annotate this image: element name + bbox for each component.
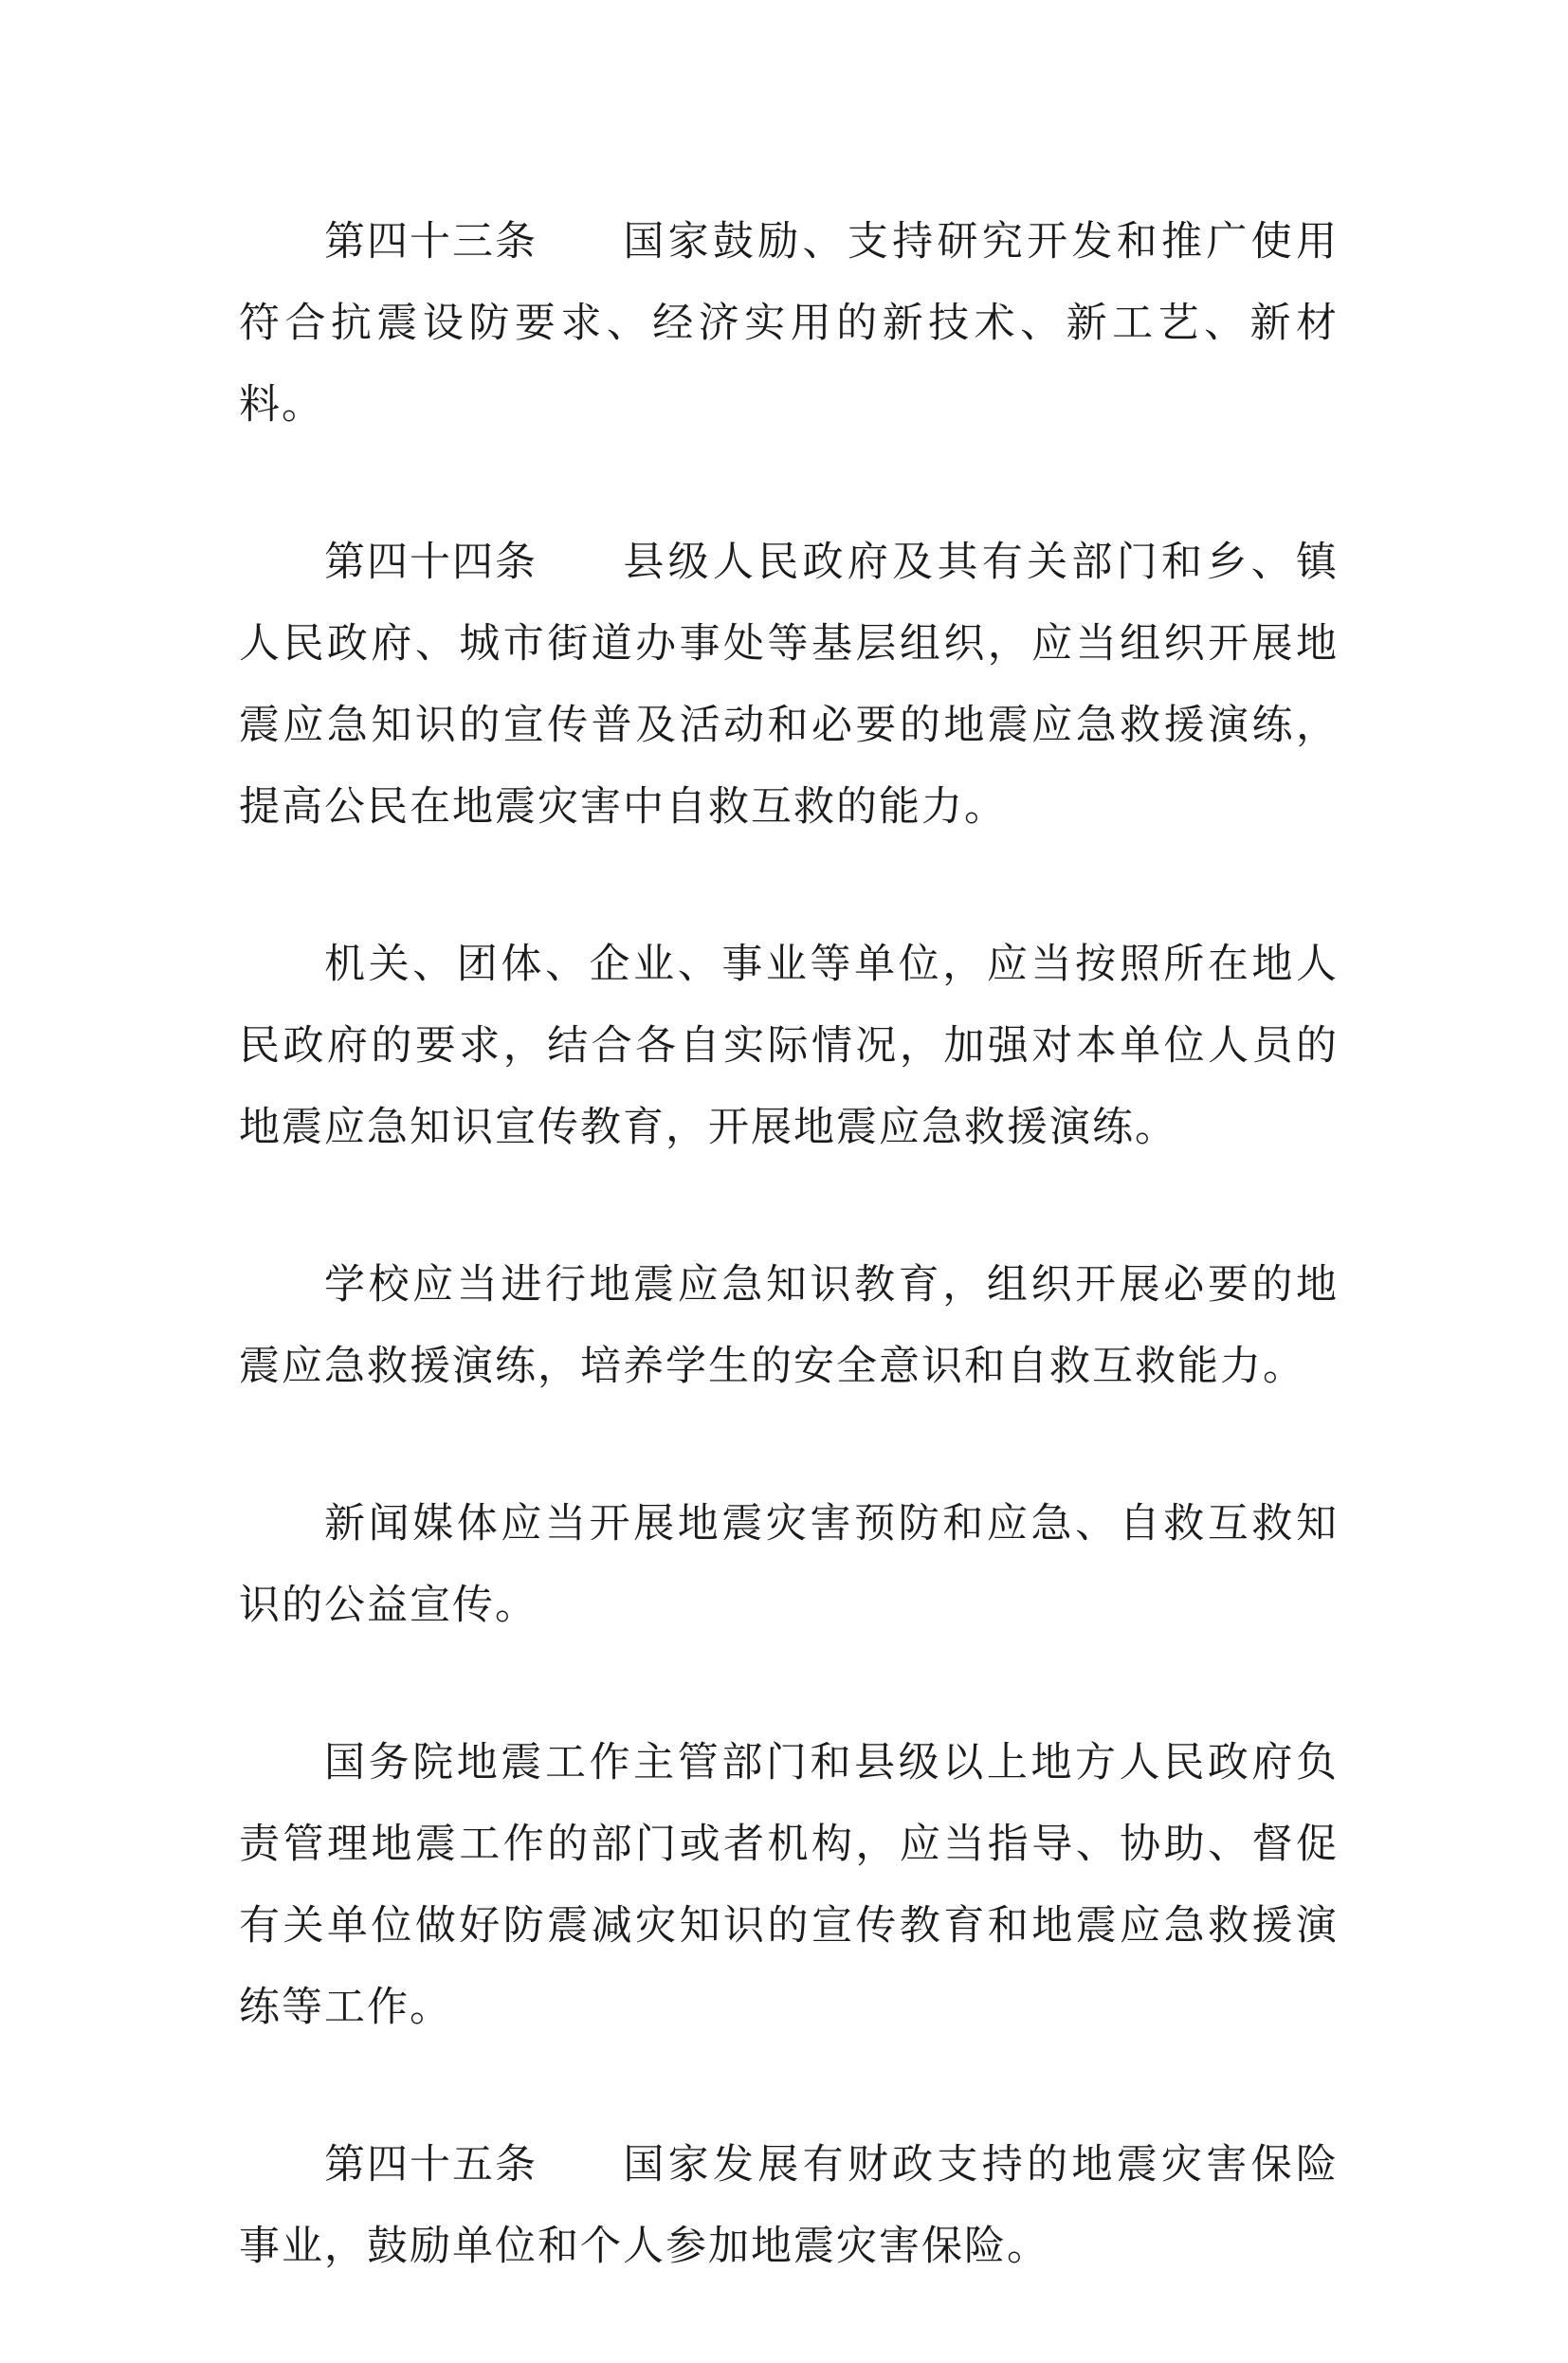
article-number: 第四十五条 (324, 2141, 538, 2189)
paragraph-text: 新闻媒体应当开展地震灾害预防和应急、自救互救知识的公益宣传。 (239, 1500, 1339, 1629)
paragraph-text: 县级人民政府及其有关部门和乡、镇人民政府、城市街道办事处等基层组织，应当组织开展地震应急知识的宣传普及活动和必要的地震应急救援演练，提高公民在地震灾害中自救互救的能力。 (239, 539, 1339, 831)
paragraph-text: 国家发展有财政支持的地震灾害保险事业，鼓励单位和个人参加地震灾害保险。 (239, 2141, 1339, 2270)
article-number: 第四十四条 (324, 539, 538, 586)
paragraph-article-45 (239, 2124, 1339, 2287)
paragraph-article-43 (239, 201, 1339, 446)
paragraph-media (239, 1483, 1339, 1646)
paragraph-state-council (239, 1722, 1339, 2048)
paragraph-text: 国务院地震工作主管部门和县级以上地方人民政府负责管理地震工作的部门或者机构，应当指导、协助、督促有关单位做好防震减灾知识的宣传教育和地震应急救援演练等工作。 (239, 1739, 1339, 2031)
paragraph-text: 国家鼓励、支持研究开发和推广使用符合抗震设防要求、经济实用的新技术、新工艺、新材料。 (239, 218, 1339, 429)
article-number: 第四十三条 (324, 218, 538, 266)
paragraph-article-44 (239, 522, 1339, 848)
document-body (239, 201, 1339, 2363)
paragraph-schools (239, 1244, 1339, 1407)
paragraph-organizations (239, 924, 1339, 1168)
paragraph-text: 机关、团体、企业、事业等单位，应当按照所在地人民政府的要求，结合各自实际情况，加强对本单位人员的地震应急知识宣传教育，开展地震应急救援演练。 (239, 941, 1339, 1151)
paragraph-text: 学校应当进行地震应急知识教育，组织开展必要的地震应急救援演练，培养学生的安全意识和自救互救能力。 (239, 1261, 1339, 1390)
